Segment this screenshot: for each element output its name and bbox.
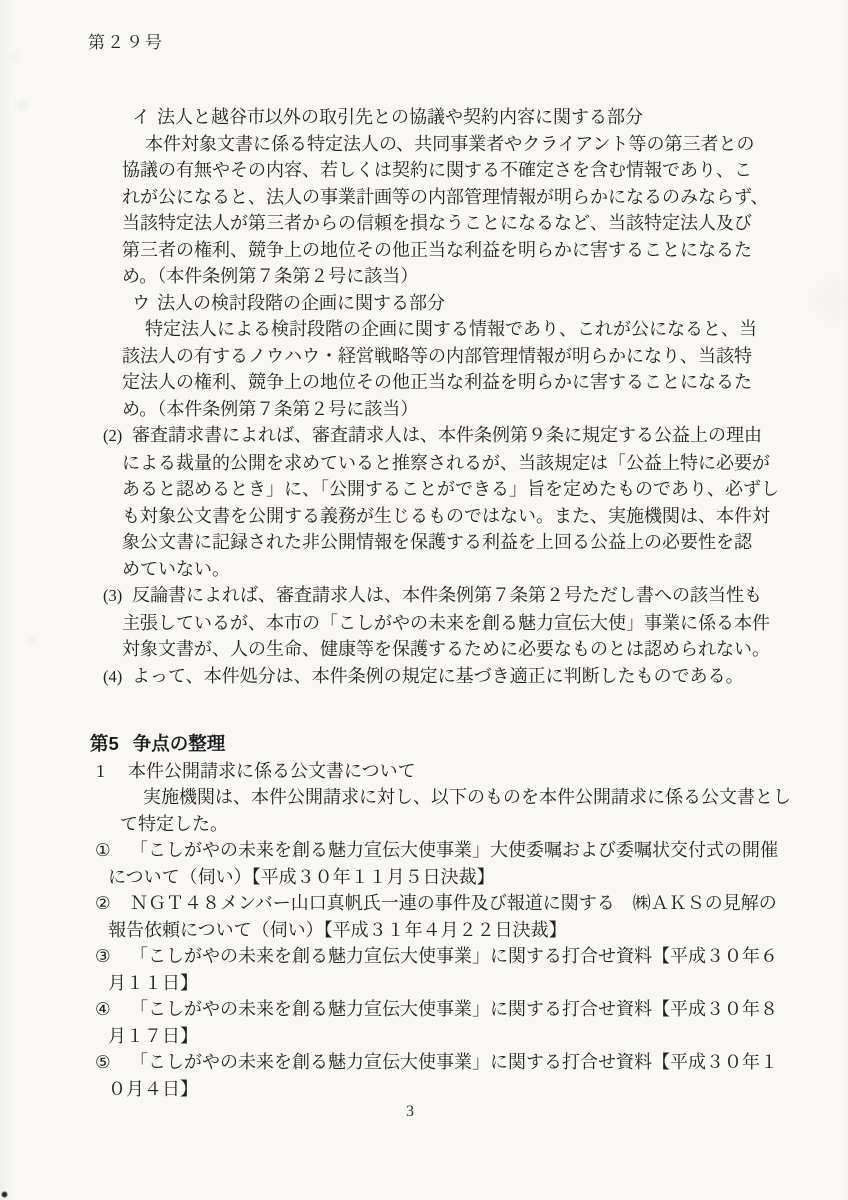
line-text: について（伺い）【平成３０年１１月５日決裁】 bbox=[108, 866, 495, 887]
list-marker: ④ bbox=[95, 999, 111, 1019]
line-text: も対象公文書を公開する義務が生じるものではない。また、実施機関は、本件対 bbox=[122, 505, 770, 526]
line-text: れが公になると、法人の事業計画等の内部管理情報が明らかになるのみならず、 bbox=[122, 186, 769, 207]
list-marker: 1 bbox=[96, 760, 105, 781]
text-line bbox=[90, 582, 810, 610]
text-line bbox=[90, 784, 810, 811]
text-line bbox=[90, 450, 810, 477]
text-line bbox=[90, 1076, 810, 1103]
line-text: ０月４日】 bbox=[108, 1078, 198, 1099]
list-marker: ⑤ bbox=[95, 1052, 111, 1072]
line-text: め。（本件条例第７条第２号に該当） bbox=[122, 266, 419, 286]
line-text: 審査請求書によれば、審査請求人は、本件条例第９条に規定する公益上の理由 bbox=[132, 425, 762, 445]
line-text: 本件公開請求に係る公文書について bbox=[128, 760, 416, 781]
line-text: 「こしがやの未来を創る魅力宣伝大使事業」に関する打合せ資料【平成３０年８ bbox=[130, 999, 778, 1019]
line-text: 該法人の有するノウハウ・経営戦略等の内部管理情報が明らかになり、当該特 bbox=[122, 345, 752, 366]
list-marker: イ bbox=[132, 107, 150, 127]
text-line bbox=[90, 290, 810, 317]
text-line bbox=[90, 1049, 810, 1076]
text-line bbox=[90, 663, 810, 691]
line-text: 実施機関は、本件公開請求に対し、以下のものを本件公開請求に係る公文書とし bbox=[143, 787, 791, 807]
text-line bbox=[90, 1023, 810, 1050]
text-line bbox=[90, 343, 810, 370]
text-line bbox=[90, 864, 810, 891]
text-line bbox=[90, 529, 810, 556]
line-text: あると認めるとき」に、「公開することができる」旨を定めたものであり、必ずし bbox=[122, 479, 779, 499]
text-line bbox=[90, 890, 810, 917]
text-line bbox=[90, 369, 810, 396]
text-line bbox=[90, 104, 810, 131]
line-text: 月１７日】 bbox=[108, 1025, 198, 1046]
text-line bbox=[90, 943, 810, 970]
line-text: 「こしがやの未来を創る魅力宣伝大使事業」大使委嘱および委嘱状交付式の開催 bbox=[130, 840, 778, 860]
text-line bbox=[90, 970, 810, 997]
text-line bbox=[90, 503, 810, 530]
line-text: 特定法人による検討段階の企画に関する情報であり、これが公になると、当 bbox=[145, 319, 757, 339]
text-line bbox=[90, 157, 810, 184]
line-text: による裁量的公開を求めていると推察されるが、当該規定は「公益上特に必要が bbox=[122, 452, 770, 473]
text-line bbox=[90, 422, 810, 450]
line-text: 当該特定法人が第三者からの信頼を損なうことになるなど、当該特定法人及び bbox=[122, 213, 752, 233]
line-text: 「こしがやの未来を創る魅力宣伝大使事業」に関する打合せ資料【平成３０年６ bbox=[130, 946, 778, 966]
list-marker: ① bbox=[95, 840, 111, 860]
text-line bbox=[90, 610, 810, 637]
list-marker: ③ bbox=[95, 946, 111, 966]
list-marker: 第5 bbox=[90, 733, 119, 754]
text-line bbox=[90, 758, 810, 785]
line-text: 対象文書が、人の生命、健康等を保護するために必要なものとは認められない。 bbox=[122, 639, 770, 659]
list-marker: ② bbox=[95, 893, 111, 913]
text-line bbox=[90, 184, 810, 211]
text-line bbox=[90, 316, 810, 343]
page-number: 3 bbox=[406, 1103, 414, 1120]
text-line bbox=[90, 917, 810, 944]
text-line bbox=[90, 636, 810, 663]
line-text: 象公文書に記録された非公開情報を保護する利益を上回る公益上の必要性を認 bbox=[122, 532, 752, 552]
line-text: よって、本件処分は、本件条例の規定に基づき適正に判断したものである。 bbox=[132, 665, 744, 686]
list-marker: (2) bbox=[103, 426, 123, 445]
document-body bbox=[90, 104, 810, 1102]
text-line bbox=[90, 837, 810, 864]
line-text: 法人と越谷市以外の取引先との協議や契約内容に関する部分 bbox=[157, 107, 643, 127]
line-text: 定法人の権利、競争上の地位その他正当な利益を明らかに害することになるた bbox=[122, 372, 752, 392]
list-marker: ウ bbox=[132, 292, 150, 313]
line-text: 本件対象文書に係る特定法人の、共同事業者やクライアント等の第三者との bbox=[145, 133, 755, 154]
line-text: 法人の検討段階の企画に関する部分 bbox=[157, 292, 445, 313]
text-line bbox=[90, 811, 810, 838]
line-text: め。（本件条例第７条第２号に該当） bbox=[122, 398, 419, 419]
line-text: ＮＧＴ４８メンバー山口真帆氏一連の事件及び報道に関する ㈱ＡＫＳの見解の bbox=[130, 893, 777, 913]
line-text: 「こしがやの未来を創る魅力宣伝大使事業」に関する打合せ資料【平成３０年１ bbox=[130, 1052, 778, 1072]
list-marker: (3) bbox=[103, 586, 123, 605]
line-text: 協議の有無やその内容、若しくは契約に関する不確定さを含む情報であり、こ bbox=[122, 160, 752, 180]
text-line bbox=[90, 396, 810, 423]
list-marker: (4) bbox=[103, 666, 123, 686]
line-text: 主張しているが、本市の「こしがやの未来を創る魅力宣伝大使」事業に係る本件 bbox=[122, 612, 770, 633]
line-text: 争点の整理 bbox=[132, 733, 226, 754]
section-gap bbox=[90, 690, 810, 731]
text-line bbox=[90, 556, 810, 583]
line-text: 月１１日】 bbox=[108, 972, 198, 993]
line-text: て特定した。 bbox=[120, 813, 228, 834]
text-line bbox=[90, 476, 810, 503]
text-line bbox=[90, 237, 810, 264]
scan-artifact bbox=[1, 1191, 8, 1198]
text-line bbox=[90, 731, 810, 758]
text-line bbox=[90, 263, 810, 290]
text-line bbox=[90, 996, 810, 1023]
line-text: 第三者の権利、競争上の地位その他正当な利益を明らかに害することになるた bbox=[122, 239, 752, 260]
line-text: 報告依頼について（伺い）【平成３１年４月２２日決裁】 bbox=[108, 919, 567, 940]
line-text: めていない。 bbox=[122, 558, 230, 579]
text-line bbox=[90, 210, 810, 237]
line-text: 反論書によれば、審査請求人は、本件条例第７条第２号ただし書への該当性も bbox=[132, 585, 762, 605]
text-line bbox=[90, 131, 810, 158]
doc-number: 第２９号 bbox=[88, 33, 164, 52]
